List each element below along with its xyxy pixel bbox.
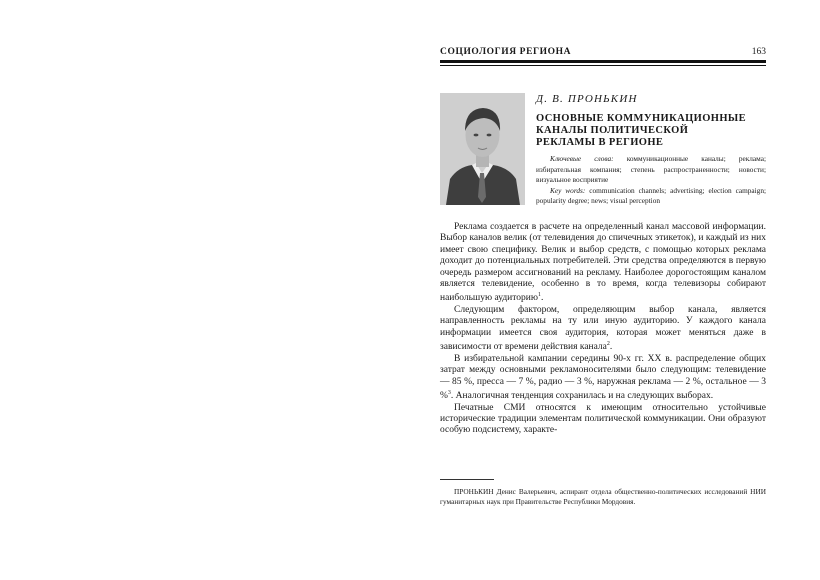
- paragraph: В избирательной кампании середины 90-х гг. XX в. распределение общих затрат между основными рекламоносителями было следующим: телевидение — 85 %, пресса — 7 %, радио — 3 %, наружная реклама — 2 %, остальное — 3 %$^3$. Аналогичная тенденция сохранилась и на следующих выборах.: [440, 353, 766, 402]
- article-title: [536, 113, 766, 149]
- footnote-rule: [440, 479, 494, 480]
- header-rule-thin: [440, 65, 766, 66]
- page-number: 163: [751, 47, 766, 57]
- footnote-ref: 3: [447, 390, 451, 396]
- header-rule-thick: [440, 60, 766, 63]
- footnote-text: ПРОНЬКИН Денис Валерьевич, аспирант отдела общественно-политических исследований НИИ гуманитарных наук при Правительстве Республики Мордовия.: [440, 487, 766, 507]
- keywords-en-text: communication channels; advertising; election campaign; popularity degree; news; visual perception: [536, 185, 766, 205]
- footnote-ref: 1: [537, 292, 541, 299]
- title-line: КАНАЛЫ ПОЛИТИЧЕСКОЙ: [536, 125, 689, 136]
- keywords-en: [536, 186, 766, 207]
- keywords-ru: [536, 154, 766, 186]
- keywords-ru-text: коммуникационные каналы; реклама; избирательная компания; степень распространенности; новости; визуальное восприятие: [536, 154, 766, 184]
- paragraph: Печатные СМИ относятся к имеющим относительно устойчивые исторические традиции элементам политической коммуникации. Они образуют особую подсистему, характе-: [440, 402, 766, 436]
- paragraph: Следующим фактором, определяющим выбор канала, является направленность рекламы на ту или иную аудиторию. У каждого канала информации имеется своя аудитория, которая может меняться даже в зависимости от времени действия канала$^2$.: [440, 305, 766, 353]
- keywords-ru-label: Ключевые слова:: [550, 154, 614, 163]
- section-title: СОЦИОЛОГИЯ РЕГИОНА: [440, 47, 572, 57]
- keywords-en-label: Key words:: [550, 185, 586, 195]
- paragraph: Реклама создается в расчете на определенный канал массовой информации. Выбор каналов велик (от телевидения до спичечных этикеток), и каждый из них имеет свою специфику. Велик и выбор средств, с помощью которых реклама доходит до потенциальных потребителей. Эти средства определяются в первую очередь размером ассигнований на рекламу. Наиболее дорогостоящим каналом является телевидение, особенно в то время, когда телевизоры собирают наибольшую аудиторию$^1$.: [440, 222, 766, 304]
- keywords-block: [536, 154, 766, 207]
- author-footnote: [440, 487, 766, 508]
- running-header: [440, 47, 766, 61]
- footnote-ref: 2: [606, 341, 610, 348]
- article-body: [440, 222, 766, 437]
- author-photo: [440, 93, 525, 205]
- title-line: РЕКЛАМЫ В РЕГИОНЕ: [536, 137, 664, 148]
- author-name: Д. В. ПРОНЬКИН: [536, 93, 638, 105]
- title-line: ОСНОВНЫЕ КОММУНИКАЦИОННЫЕ: [536, 113, 747, 124]
